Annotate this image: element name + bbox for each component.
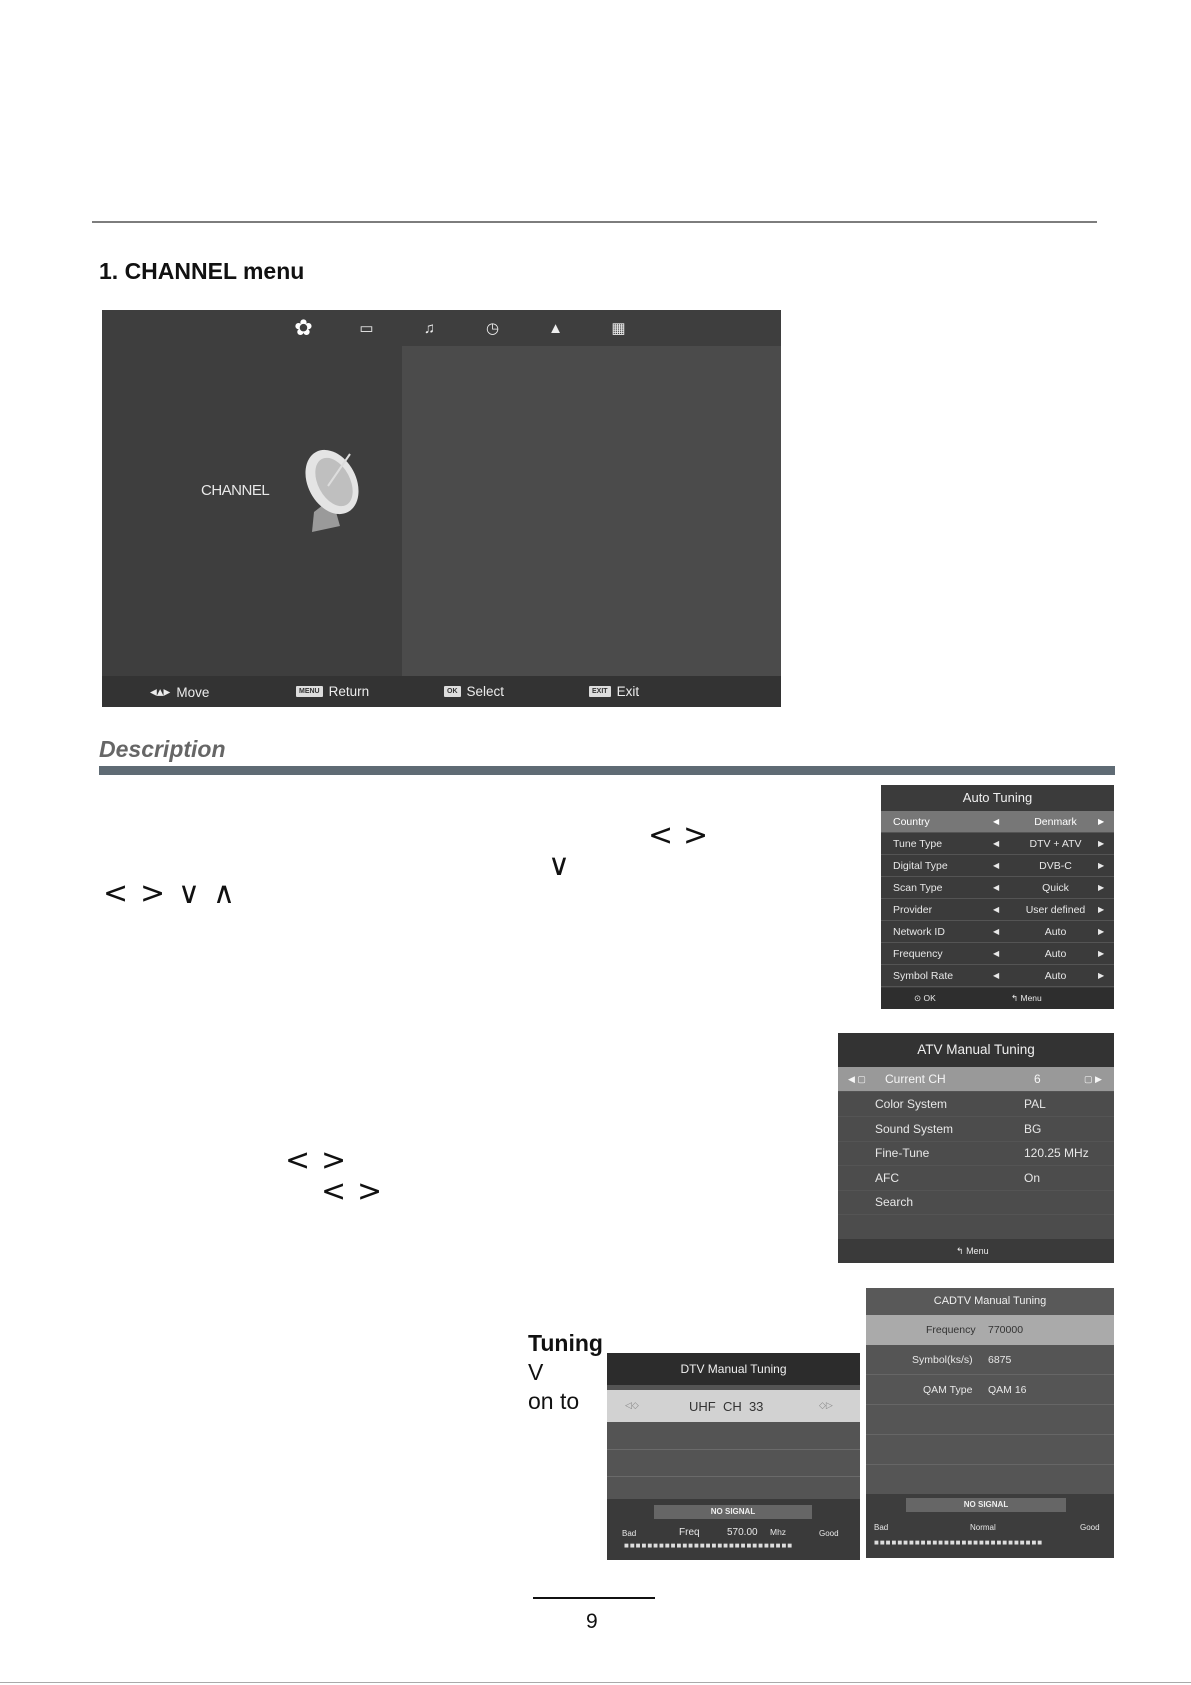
left-triangle-icon: ◀ bbox=[993, 927, 1000, 936]
list-item[interactable]: Network ID ◀ Auto ▶ bbox=[881, 921, 1114, 943]
section-title: 1. CHANNEL menu bbox=[99, 258, 305, 284]
right-triangle-icon: ▶ bbox=[1098, 817, 1105, 826]
exit-hint: EXIT Exit bbox=[589, 684, 639, 699]
up-arrow-glyph: ∧ bbox=[213, 876, 235, 911]
atv-manual-tuning-panel bbox=[838, 1033, 1114, 1263]
menu-icon-bar bbox=[272, 316, 650, 340]
list-item[interactable]: Digital Type ◀ DVB-C ▶ bbox=[881, 855, 1114, 877]
list-item[interactable]: Provider ◀ User defined ▶ bbox=[881, 899, 1114, 921]
down-arrow-glyph: ∨ bbox=[548, 848, 570, 883]
list-item[interactable]: Symbol Rate ◀ Auto ▶ bbox=[881, 965, 1114, 987]
header-rule bbox=[92, 221, 1097, 223]
left-triangle-icon: ◀ bbox=[993, 861, 1000, 870]
dtv-manual-tuning-panel bbox=[607, 1353, 860, 1560]
left-triangle-icon: ◀ bbox=[993, 905, 1000, 914]
menu-key-icon: MENU bbox=[296, 686, 323, 697]
left-arrow-glyph: < bbox=[285, 1143, 311, 1178]
left-triangle-icon: ◀ bbox=[993, 949, 1000, 958]
right-arrow-glyph: > bbox=[357, 1174, 383, 1209]
text-fragment: Tuning bbox=[528, 1330, 603, 1356]
music-icon[interactable]: ♫ bbox=[423, 319, 436, 337]
return-arrow-icon: ↰ bbox=[956, 1246, 964, 1256]
right-triangle-icon: ▶ bbox=[1098, 905, 1105, 914]
list-item[interactable]: Scan Type ◀ Quick ▶ bbox=[881, 877, 1114, 899]
gear-icon[interactable]: ✿ bbox=[294, 315, 313, 340]
right-triangle-icon: ▶ bbox=[1098, 861, 1105, 870]
category-label: CHANNEL bbox=[201, 482, 270, 499]
right-arrow-glyph: > bbox=[683, 818, 709, 853]
description-title: Description bbox=[99, 736, 226, 762]
right-triangle-icon: ▶ bbox=[1098, 971, 1105, 980]
clock-icon[interactable]: ◷ bbox=[485, 320, 500, 337]
satellite-dish-icon bbox=[292, 440, 372, 540]
ok-circle-icon: ⊙ bbox=[914, 993, 922, 1003]
cadtv-manual-tuning-panel bbox=[866, 1288, 1114, 1558]
left-arrow-glyph: < bbox=[321, 1174, 347, 1209]
menu-hint-bar bbox=[102, 676, 781, 707]
channel-selector[interactable]: ◁◇ UHF CH 33 ◇▷ bbox=[607, 1390, 860, 1422]
panel-title: CADTV Manual Tuning bbox=[866, 1288, 1114, 1315]
ok-hint: ⊙ OK bbox=[914, 993, 936, 1003]
grid-icon[interactable]: ▦ bbox=[611, 320, 626, 337]
signal-status: NO SIGNAL bbox=[906, 1498, 1066, 1512]
list-item[interactable]: Search bbox=[838, 1190, 1114, 1215]
bottom-rule bbox=[0, 1682, 1191, 1683]
right-arrow-glyph: > bbox=[321, 1143, 347, 1178]
list-item[interactable]: Frequency ◀ Auto ▶ bbox=[881, 943, 1114, 965]
monitor-icon[interactable]: ▭ bbox=[359, 320, 374, 337]
left-arrow-glyph: < bbox=[648, 818, 674, 853]
right-triangle-icon: ▶ bbox=[1098, 949, 1105, 958]
left-triangle-icon: ◀ bbox=[993, 817, 1000, 826]
move-hint: ◂▴▸ Move bbox=[150, 684, 210, 700]
text-fragment: on to bbox=[528, 1388, 580, 1414]
auto-tuning-panel bbox=[881, 785, 1114, 1009]
down-arrow-glyph: ∨ bbox=[178, 876, 200, 911]
panel-title: Auto Tuning bbox=[962, 790, 1033, 805]
list-item[interactable]: Color System PAL bbox=[838, 1092, 1114, 1117]
menu-hint: ↰ Menu bbox=[1011, 993, 1042, 1003]
description-rule bbox=[99, 766, 1115, 775]
exit-key-icon: EXIT bbox=[589, 686, 611, 697]
left-arrow-glyph: < bbox=[103, 876, 129, 911]
list-item[interactable]: ◀ ▢ Current CH 6 ▢ ▶ bbox=[838, 1067, 1114, 1092]
left-triangle-icon: ◀ bbox=[993, 839, 1000, 848]
menu-content-area bbox=[402, 346, 781, 676]
page-number: 9 bbox=[586, 1610, 598, 1633]
list-item[interactable]: Country ◀ Denmark ▶ bbox=[881, 811, 1114, 833]
list-item[interactable]: Tune Type ◀ DTV + ATV ▶ bbox=[881, 833, 1114, 855]
list-item[interactable]: Symbol(ks/s) 6875 bbox=[866, 1345, 1114, 1375]
right-triangle-icon: ▶ bbox=[1098, 883, 1105, 892]
panel-footer bbox=[838, 1239, 1114, 1263]
move-arrows-icon: ◂▴▸ bbox=[150, 684, 171, 699]
return-arrow-icon: ↰ bbox=[1011, 993, 1019, 1003]
left-triangle-icon: ◀ bbox=[993, 883, 1000, 892]
panel-footer bbox=[881, 988, 1114, 1009]
list-item[interactable]: Frequency 770000 bbox=[866, 1315, 1114, 1345]
right-triangle-icon: ▶ bbox=[1098, 927, 1105, 936]
panel-title: DTV Manual Tuning bbox=[607, 1353, 860, 1385]
text-fragment: V bbox=[528, 1359, 544, 1385]
right-arrow-glyph: > bbox=[140, 876, 166, 911]
panel-title: ATV Manual Tuning bbox=[838, 1033, 1114, 1067]
page-number-rule bbox=[533, 1597, 655, 1599]
list-item[interactable]: AFC On bbox=[838, 1166, 1114, 1191]
right-triangle-icon: ▢ ▶ bbox=[1084, 1073, 1102, 1084]
right-triangle-icon: ▶ bbox=[1098, 839, 1105, 848]
signal-area: NO SIGNAL Bad Freq 570.00 Mhz Good ■■■■■■■■■■■■■■■■■■■■■■■■■■■■■ bbox=[607, 1499, 860, 1560]
list-item[interactable]: QAM Type QAM 16 bbox=[866, 1375, 1114, 1405]
ok-key-icon: OK bbox=[444, 686, 461, 697]
menu-hint: ↰ Menu bbox=[956, 1246, 989, 1256]
signal-area: NO SIGNAL Bad Normal Good ■■■■■■■■■■■■■■■■■■■■■■■■■■■■■ bbox=[866, 1494, 1114, 1558]
list-item[interactable]: Sound System BG bbox=[838, 1117, 1114, 1142]
select-hint: OK Select bbox=[444, 684, 504, 699]
left-triangle-icon: ◀ ▢ bbox=[848, 1073, 866, 1084]
right-arrow-icon: ◇▷ bbox=[819, 1400, 833, 1410]
lock-icon[interactable]: ▲ bbox=[548, 319, 563, 337]
left-triangle-icon: ◀ bbox=[993, 971, 1000, 980]
return-hint: MENU Return bbox=[296, 684, 369, 699]
left-arrow-icon: ◁◇ bbox=[625, 1400, 639, 1410]
signal-meter: ■■■■■■■■■■■■■■■■■■■■■■■■■■■■■ bbox=[624, 1541, 794, 1550]
signal-meter: ■■■■■■■■■■■■■■■■■■■■■■■■■■■■■ bbox=[874, 1538, 1044, 1547]
channel-menu-screenshot bbox=[102, 310, 781, 707]
list-item[interactable]: Fine-Tune 120.25 MHz bbox=[838, 1141, 1114, 1166]
signal-status: NO SIGNAL bbox=[654, 1505, 812, 1519]
